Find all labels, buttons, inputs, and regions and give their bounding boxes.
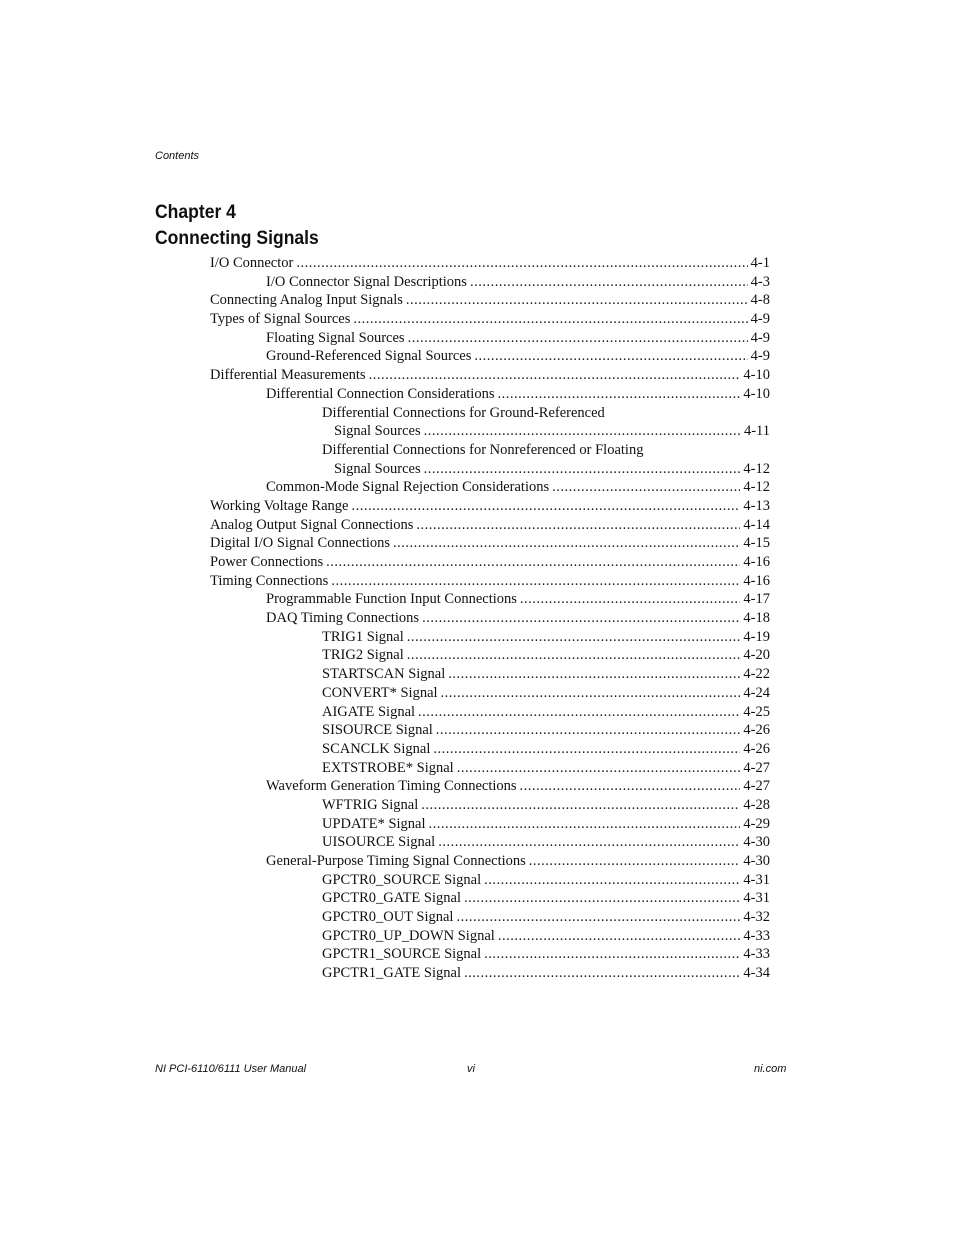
toc-entry-page: 4-14 bbox=[743, 516, 770, 533]
chapter-title: Connecting Signals bbox=[155, 227, 319, 249]
toc-entry-title: GPCTR1_SOURCE Signal bbox=[322, 946, 482, 963]
toc-entry-page: 4-17 bbox=[743, 591, 770, 608]
toc-entry-page: 4-16 bbox=[743, 572, 770, 589]
running-head: Contents bbox=[155, 150, 200, 162]
toc-entry-title: DAQ Timing Connections bbox=[266, 610, 420, 627]
toc-leader-dots bbox=[529, 852, 741, 871]
toc-entry[interactable] bbox=[210, 815, 770, 834]
toc-entry-page: 4-3 bbox=[750, 273, 770, 290]
toc-leader-dots bbox=[351, 497, 740, 516]
toc-entry-page: 4-18 bbox=[743, 610, 770, 627]
footer-page-number: vi bbox=[467, 1063, 475, 1075]
toc-leader-dots bbox=[498, 927, 741, 946]
toc-entry-title: Differential Connection Considerations bbox=[266, 385, 495, 402]
toc-entry-title: Connecting Analog Input Signals bbox=[210, 292, 403, 309]
toc-entry-title: GPCTR0_UP_DOWN Signal bbox=[322, 927, 495, 944]
toc-leader-dots bbox=[429, 815, 741, 834]
toc-leader-dots bbox=[424, 460, 741, 479]
toc-entry-title: Signal Sources bbox=[334, 460, 421, 477]
toc-entry[interactable] bbox=[210, 441, 770, 460]
toc-entry[interactable] bbox=[210, 684, 770, 703]
toc-entry-page: 4-9 bbox=[750, 329, 770, 346]
toc-entry-title: GPCTR0_OUT Signal bbox=[322, 909, 454, 926]
toc-entry-page: 4-32 bbox=[743, 909, 770, 926]
toc-entry[interactable] bbox=[210, 534, 770, 553]
toc-entry[interactable] bbox=[210, 871, 770, 890]
toc-leader-dots bbox=[464, 964, 740, 983]
toc-entry[interactable] bbox=[210, 796, 770, 815]
toc-leader-dots bbox=[416, 516, 740, 535]
toc-leader-dots bbox=[484, 871, 740, 890]
toc-entry[interactable] bbox=[210, 833, 770, 852]
toc-entry-title: Differential Connections for Ground-Referenced bbox=[322, 404, 605, 421]
toc-leader-dots bbox=[422, 609, 740, 628]
toc-entry-page: 4-26 bbox=[743, 722, 770, 739]
toc-leader-dots bbox=[406, 291, 748, 310]
toc-entry-title: UPDATE* Signal bbox=[322, 815, 426, 832]
toc-entry[interactable] bbox=[210, 366, 770, 385]
footer-website: ni.com bbox=[754, 1063, 787, 1075]
toc-entry[interactable] bbox=[210, 516, 770, 535]
toc-entry-title: WFTRIG Signal bbox=[322, 796, 419, 813]
toc-entry-title: Programmable Function Input Connections bbox=[266, 591, 517, 608]
toc-leader-dots bbox=[433, 740, 740, 759]
toc-entry-title: Power Connections bbox=[210, 554, 324, 570]
toc-leader-dots bbox=[296, 254, 747, 273]
toc-entry-page: 4-31 bbox=[743, 890, 770, 907]
toc-entry-page: 4-8 bbox=[750, 292, 770, 309]
toc-leader-dots bbox=[408, 329, 748, 348]
toc-entry-title: UISOURCE Signal bbox=[322, 834, 436, 851]
toc-entry-page: 4-31 bbox=[743, 871, 770, 888]
toc-entry-title: CONVERT* Signal bbox=[322, 684, 438, 701]
toc-entry-title: EXTSTROBE* Signal bbox=[322, 759, 454, 776]
toc-entry[interactable] bbox=[210, 852, 770, 871]
toc-leader-dots bbox=[407, 646, 741, 665]
toc-entry[interactable] bbox=[210, 665, 770, 684]
toc-entry[interactable] bbox=[210, 347, 770, 366]
toc-entry-page: 4-13 bbox=[743, 497, 770, 514]
chapter-heading bbox=[155, 199, 319, 251]
toc-entry[interactable] bbox=[210, 777, 770, 796]
toc-leader-dots bbox=[464, 889, 740, 908]
toc-entry[interactable] bbox=[210, 703, 770, 722]
toc-leader-dots bbox=[456, 908, 740, 927]
toc-entry-title: I/O Connector Signal Descriptions bbox=[266, 273, 467, 290]
toc-entry-title: TRIG1 Signal bbox=[322, 628, 404, 645]
toc-entry[interactable] bbox=[210, 329, 770, 348]
toc-entry-title: GPCTR0_SOURCE Signal bbox=[322, 871, 482, 888]
toc-entry[interactable] bbox=[210, 291, 770, 310]
toc-entry-page: 4-10 bbox=[743, 367, 770, 384]
toc-leader-dots bbox=[353, 310, 747, 329]
toc-entry-page: 4-28 bbox=[743, 796, 770, 813]
toc-leader-dots bbox=[474, 347, 747, 366]
toc-leader-dots bbox=[497, 385, 740, 404]
toc-leader-dots bbox=[326, 553, 740, 572]
toc-leader-dots bbox=[369, 366, 741, 385]
toc-entry[interactable] bbox=[210, 889, 770, 908]
toc-entry-page: 4-30 bbox=[743, 834, 770, 851]
toc-leader-dots bbox=[331, 572, 740, 591]
toc-entry[interactable] bbox=[210, 908, 770, 927]
toc-leader-dots bbox=[448, 665, 740, 684]
toc-entry-title: Timing Connections bbox=[210, 572, 329, 589]
toc-entry-page: 4-33 bbox=[743, 946, 770, 963]
toc-entry[interactable] bbox=[210, 572, 770, 591]
toc-entry-title: AIGATE Signal bbox=[322, 703, 416, 720]
toc-leader-dots bbox=[407, 628, 741, 647]
toc-entry-title: Signal Sources bbox=[334, 423, 421, 440]
toc-entry-title: Floating Signal Sources bbox=[266, 329, 405, 346]
toc-entry-page: 4-22 bbox=[743, 666, 770, 683]
toc-entry[interactable] bbox=[210, 553, 770, 572]
toc-entry-title: GPCTR1_GATE Signal bbox=[322, 965, 461, 982]
toc-entry[interactable] bbox=[210, 628, 770, 647]
toc-leader-dots bbox=[424, 422, 741, 441]
toc-entry-title: Common-Mode Signal Rejection Considerations bbox=[266, 479, 550, 496]
toc-leader-dots bbox=[438, 833, 740, 852]
toc-entry[interactable] bbox=[210, 385, 770, 404]
toc-leader-dots bbox=[470, 273, 748, 292]
toc-entry-title: Differential Connections for Nonreferenced or Floating bbox=[322, 441, 644, 458]
toc-entry[interactable] bbox=[210, 254, 770, 273]
toc-entry[interactable] bbox=[210, 590, 770, 609]
toc-entry[interactable] bbox=[210, 945, 770, 964]
toc-entry[interactable] bbox=[210, 460, 770, 479]
toc-leader-dots bbox=[436, 721, 741, 740]
toc-entry-page: 4-10 bbox=[743, 385, 770, 402]
toc-entry-page: 4-19 bbox=[743, 628, 770, 645]
toc-entry-page: 4-24 bbox=[743, 684, 770, 701]
toc-entry[interactable] bbox=[210, 273, 770, 292]
toc-entry-page: 4-11 bbox=[743, 423, 770, 440]
toc-entry-title: Digital I/O Signal Connections bbox=[210, 535, 391, 552]
toc-leader-dots bbox=[393, 534, 740, 553]
toc-leader-dots bbox=[520, 777, 741, 796]
toc-leader-dots bbox=[418, 703, 740, 722]
toc-entry-page: 4-12 bbox=[743, 479, 770, 496]
toc-entry-page: 4-1 bbox=[750, 255, 770, 271]
toc-entry-page: 4-33 bbox=[743, 927, 770, 944]
toc-leader-dots bbox=[441, 684, 741, 703]
toc-entry-title: STARTSCAN Signal bbox=[322, 666, 446, 683]
toc-entry-title: Waveform Generation Timing Connections bbox=[266, 778, 517, 795]
toc-entry[interactable] bbox=[210, 927, 770, 946]
toc-entry-page: 4-26 bbox=[743, 740, 770, 757]
toc-entry-page: 4-34 bbox=[743, 965, 770, 982]
toc-entry-title: Types of Signal Sources bbox=[210, 311, 351, 328]
toc-entry[interactable] bbox=[210, 964, 770, 983]
toc-entry-page: 4-9 bbox=[750, 348, 770, 365]
toc-leader-dots bbox=[421, 796, 740, 815]
toc-entry-title: General-Purpose Timing Signal Connections bbox=[266, 853, 526, 869]
toc-leader-dots bbox=[484, 945, 740, 964]
toc-entry[interactable] bbox=[210, 721, 770, 740]
toc-entry-page: 4-29 bbox=[743, 815, 770, 832]
table-of-contents bbox=[210, 254, 770, 983]
toc-entry-page: 4-30 bbox=[743, 853, 770, 869]
toc-entry-page: 4-27 bbox=[743, 759, 770, 776]
toc-entry[interactable] bbox=[210, 478, 770, 497]
toc-leader-dots bbox=[457, 759, 741, 778]
toc-entry-page: 4-15 bbox=[743, 535, 770, 552]
toc-entry[interactable] bbox=[210, 497, 770, 516]
toc-entry[interactable] bbox=[210, 404, 770, 423]
toc-entry-title: Differential Measurements bbox=[210, 367, 366, 384]
toc-entry[interactable] bbox=[210, 759, 770, 778]
toc-entry-page: 4-27 bbox=[743, 778, 770, 795]
toc-entry[interactable] bbox=[210, 422, 770, 441]
toc-entry-title: SISOURCE Signal bbox=[322, 722, 433, 739]
toc-entry-title: GPCTR0_GATE Signal bbox=[322, 890, 461, 907]
toc-entry-title: TRIG2 Signal bbox=[322, 647, 404, 664]
toc-entry-page: 4-25 bbox=[743, 703, 770, 720]
toc-entry-title: Analog Output Signal Connections bbox=[210, 516, 414, 533]
toc-entry-title: SCANCLK Signal bbox=[322, 740, 431, 757]
toc-entry-page: 4-20 bbox=[743, 647, 770, 664]
toc-entry-title: Working Voltage Range bbox=[210, 497, 349, 514]
toc-entry-title: I/O Connector bbox=[210, 255, 294, 271]
toc-leader-dots bbox=[552, 478, 740, 497]
toc-entry-page: 4-12 bbox=[743, 460, 770, 477]
toc-entry[interactable] bbox=[210, 740, 770, 759]
toc-entry-page: 4-16 bbox=[743, 554, 770, 570]
footer-manual-title: NI PCI-6110/6111 User Manual bbox=[155, 1063, 307, 1075]
toc-entry[interactable] bbox=[210, 310, 770, 329]
toc-entry[interactable] bbox=[210, 609, 770, 628]
toc-entry-title: Ground-Referenced Signal Sources bbox=[266, 348, 472, 365]
toc-entry-page: 4-9 bbox=[750, 311, 770, 328]
chapter-number: Chapter 4 bbox=[155, 201, 236, 223]
toc-leader-dots bbox=[520, 590, 741, 609]
toc-entry[interactable] bbox=[210, 646, 770, 665]
